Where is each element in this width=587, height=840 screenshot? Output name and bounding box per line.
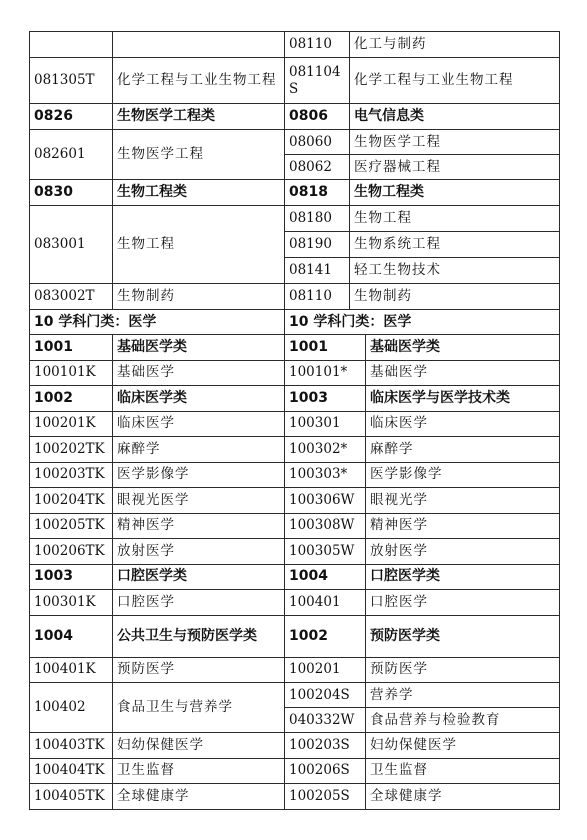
right-code-cell: 1001 [285,335,366,361]
right-name-cell: 生物工程 [350,206,560,232]
left-code-cell: 100205TK [30,513,113,539]
left-code-cell: 0830 [30,180,113,206]
right-name-cell: 医学影像学 [366,462,560,488]
left-name-cell: 口腔医学类 [113,564,285,590]
right-code-cell: 100303* [285,462,366,488]
table-row [30,539,560,565]
left-name-cell: 口腔医学 [113,590,285,616]
left-name-cell: 生物医学工程类 [113,104,285,130]
table-row [30,437,560,463]
right-name-cell: 口腔医学类 [366,564,560,590]
table-row [30,180,560,206]
table-row [30,513,560,539]
right-name-cell: 基础医学类 [366,335,560,361]
left-name-cell: 临床医学类 [113,386,285,412]
right-code-cell: 0806 [285,104,350,130]
right-code-cell: 100204S [285,683,366,708]
left-code-cell: 083002T [30,284,113,310]
left-name-cell: 生物工程类 [113,180,285,206]
right-name-cell: 精神医学 [366,513,560,539]
right-code-cell: 08060 [285,130,350,155]
right-code-cell: 100306W [285,488,366,514]
table-row [30,784,560,810]
left-code-cell: 100101K [30,360,113,386]
right-code-cell: 100201 [285,657,366,683]
left-name-cell: 化学工程与工业生物工程 [113,58,285,104]
right-name-cell: 化工与制药 [350,32,560,58]
table-row [30,411,560,437]
left-name-cell: 妇幼保健医学 [113,733,285,759]
left-name-cell: 生物制药 [113,284,285,310]
table-row [30,386,560,412]
left-name-cell: 食品卫生与营养学 [113,683,285,733]
left-name-cell: 基础医学 [113,360,285,386]
table-row [30,615,560,657]
table-row [30,360,560,386]
left-name-cell: 全球健康学 [113,784,285,810]
left-code-cell: 100206TK [30,539,113,565]
left-code-cell: 083001 [30,206,113,284]
right-name-cell: 营养学 [366,683,560,708]
right-section-title: 10 学科门类：医学 [285,310,560,335]
right-name-cell: 预防医学类 [366,615,560,657]
right-code-cell: 08180 [285,206,350,232]
right-name-cell: 食品营养与检验教育 [366,708,560,733]
left-name-cell: 放射医学 [113,539,285,565]
right-name-cell: 电气信息类 [350,104,560,130]
left-code-cell: 1001 [30,335,113,361]
right-code-cell: 0818 [285,180,350,206]
right-name-cell: 生物医学工程 [350,130,560,155]
right-name-cell: 卫生监督 [366,758,560,784]
table-row [30,758,560,784]
right-name-cell: 基础医学 [366,360,560,386]
left-code-cell: 100301K [30,590,113,616]
left-name-cell: 公共卫生与预防医学类 [113,615,285,657]
left-name-cell: 基础医学类 [113,335,285,361]
left-code-cell: 100404TK [30,758,113,784]
left-code-cell: 081305T [30,58,113,104]
table-row [30,130,560,155]
left-name-cell: 生物医学工程 [113,130,285,180]
right-code-cell: 08141 [285,258,350,284]
table-row [30,657,560,683]
left-code-cell: 1002 [30,386,113,412]
left-code-cell: 082601 [30,130,113,180]
table-row [30,104,560,130]
left-name-cell: 生物工程 [113,206,285,284]
left-code-cell: 1004 [30,615,113,657]
left-code-cell: 100403TK [30,733,113,759]
right-code-cell: 1003 [285,386,366,412]
left-section-title: 10 学科门类：医学 [30,310,285,335]
left-code-cell: 100201K [30,411,113,437]
left-name-cell [113,32,285,58]
right-name-cell: 生物制药 [350,284,560,310]
left-name-cell: 预防医学 [113,657,285,683]
left-code-cell: 100402 [30,683,113,733]
right-code-cell: 08110 [285,284,350,310]
right-code-cell: 100308W [285,513,366,539]
table-row [30,58,560,104]
right-name-cell: 眼视光学 [366,488,560,514]
right-code-cell: 100302* [285,437,366,463]
right-code-cell: 08062 [285,155,350,180]
left-code-cell: 100202TK [30,437,113,463]
left-name-cell: 精神医学 [113,513,285,539]
left-code-cell [30,32,113,58]
right-name-cell: 口腔医学 [366,590,560,616]
right-name-cell: 临床医学 [366,411,560,437]
right-name-cell: 临床医学与医学技术类 [366,386,560,412]
table-row [30,462,560,488]
table-row [30,564,560,590]
left-code-cell: 1003 [30,564,113,590]
section-header-row [30,310,560,335]
right-code-cell: 100206S [285,758,366,784]
right-code-cell: 100205S [285,784,366,810]
table-row [30,284,560,310]
left-code-cell: 100204TK [30,488,113,514]
right-code-cell: 100301 [285,411,366,437]
left-name-cell: 卫生监督 [113,758,285,784]
left-code-cell: 0826 [30,104,113,130]
table-row [30,683,560,708]
right-name-cell: 医疗器械工程 [350,155,560,180]
right-code-cell: 1002 [285,615,366,657]
table-row [30,488,560,514]
left-code-cell: 100203TK [30,462,113,488]
right-name-cell: 放射医学 [366,539,560,565]
table-row [30,733,560,759]
table-row [30,206,560,232]
right-code-cell: 100101* [285,360,366,386]
right-name-cell: 轻工生物技术 [350,258,560,284]
table-row [30,590,560,616]
right-name-cell: 生物系统工程 [350,232,560,258]
right-name-cell: 生物工程类 [350,180,560,206]
left-name-cell: 麻醉学 [113,437,285,463]
right-name-cell: 妇幼保健医学 [366,733,560,759]
right-name-cell: 预防医学 [366,657,560,683]
right-name-cell: 全球健康学 [366,784,560,810]
right-code-cell: 100401 [285,590,366,616]
left-name-cell: 眼视光医学 [113,488,285,514]
right-name-cell: 化学工程与工业生物工程 [350,58,560,104]
right-code-cell: 1004 [285,564,366,590]
right-code-cell: 08190 [285,232,350,258]
table-row [30,335,560,361]
left-code-cell: 100401K [30,657,113,683]
right-code-cell: 040332W [285,708,366,733]
left-name-cell: 临床医学 [113,411,285,437]
table-row [30,32,560,58]
right-code-cell: 100305W [285,539,366,565]
left-code-cell: 100405TK [30,784,113,810]
right-code-cell: 100203S [285,733,366,759]
right-code-cell: 08110 [285,32,350,58]
left-name-cell: 医学影像学 [113,462,285,488]
major-comparison-table [29,31,560,810]
right-name-cell: 麻醉学 [366,437,560,463]
right-code-cell: 081104S [285,58,350,104]
